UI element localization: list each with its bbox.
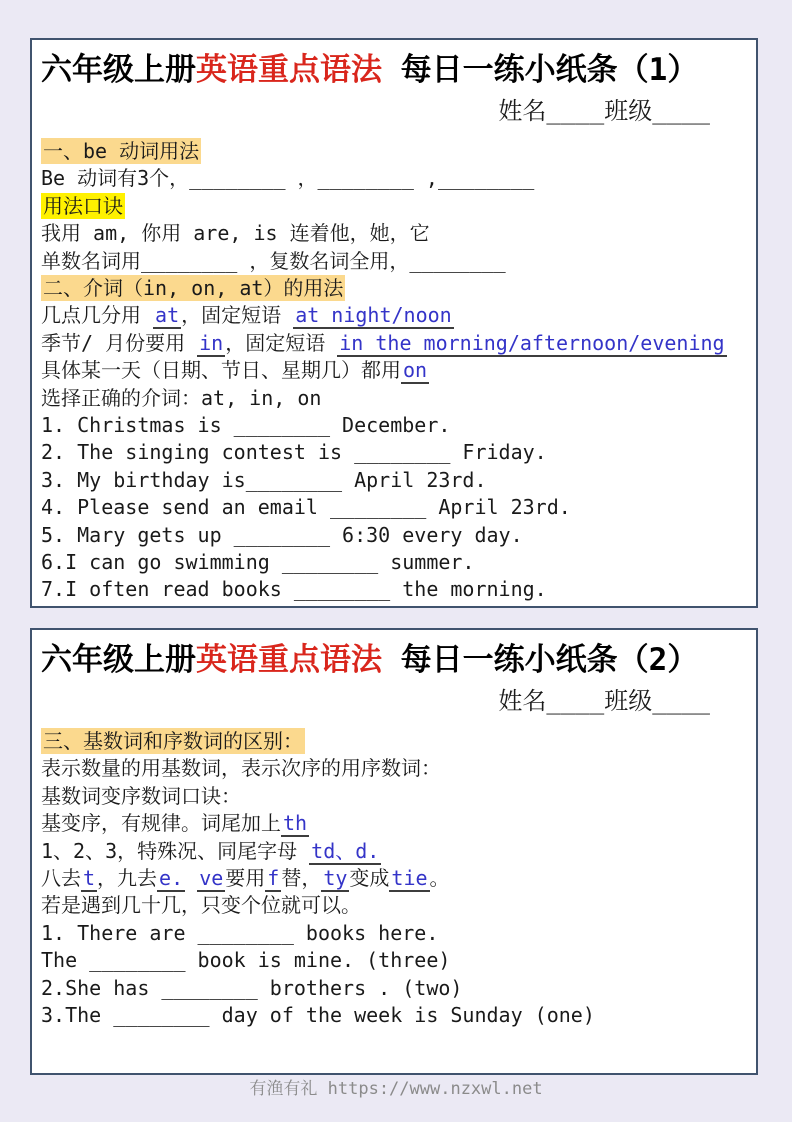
worksheet-line	[41, 975, 752, 1002]
text-segment: 我用 am, 你用 are, is 连着他，她，它	[41, 221, 430, 246]
text-segment: 几点几分用	[41, 303, 154, 328]
text-segment: 4. Please send an email ________ April 23rd.	[41, 495, 571, 520]
text-segment-blue: f	[267, 866, 280, 891]
worksheet-line	[41, 165, 752, 192]
text-segment: 每日一练小纸条（1）	[382, 52, 699, 88]
text-segment-blue: in	[199, 330, 224, 355]
text-segment: 单数名词用________ ，复数名词全用，________	[41, 248, 506, 273]
worksheet-line	[41, 920, 752, 947]
worksheet-line	[41, 439, 752, 466]
worksheet-line	[41, 1002, 752, 1029]
text-segment: 表示数量的用基数词，表示次序的用序数词：	[41, 756, 441, 781]
worksheet-line	[41, 865, 752, 892]
text-segment: 要用	[225, 866, 266, 891]
text-segment: 具体某一天（日期、节日、星期几）都用	[41, 358, 401, 383]
worksheet-line	[41, 838, 752, 865]
card-body	[32, 717, 756, 1029]
text-segment: 5. Mary gets up ________ 6:30 every day.	[41, 522, 523, 547]
card-title	[32, 630, 756, 681]
worksheet-line	[41, 385, 752, 412]
worksheet-line	[41, 330, 752, 357]
text-segment-hl-orange: 三、基数词和序数词的区别：	[43, 729, 303, 754]
text-segment-blue: th	[283, 811, 308, 836]
text-segment: 2.She has ________ brothers . (two)	[41, 975, 463, 1000]
worksheet-line	[41, 576, 752, 603]
text-segment: ，九去	[97, 866, 158, 891]
text-segment: 基数词变序数词口诀：	[41, 783, 241, 808]
footer-watermark: 有渔有礼 https://www.nzxwl.net	[249, 1079, 543, 1099]
text-segment: The ________ book is mine. (three)	[41, 948, 451, 973]
worksheet-line	[41, 193, 752, 220]
worksheet-line	[41, 728, 752, 755]
text-segment: 1. There are ________ books here.	[41, 920, 439, 945]
text-segment-red: 英语重点语法	[196, 642, 382, 678]
worksheet-line	[41, 412, 752, 439]
text-segment: 6.I can go swimming ________ summer.	[41, 549, 475, 574]
text-segment: 姓名	[498, 686, 547, 715]
text-segment: 班级	[604, 686, 653, 715]
text-segment-blue: tie	[391, 866, 428, 891]
text-segment-blue: ty	[323, 866, 348, 891]
worksheet-line	[41, 755, 752, 782]
text-segment: 六年级上册	[41, 642, 196, 678]
worksheet-line	[41, 947, 752, 974]
text-segment-blue: at	[155, 303, 180, 328]
text-segment: 。	[429, 866, 450, 891]
text-segment: Be 动词有3个，________ ，________ ,________	[41, 166, 535, 191]
worksheet-line	[41, 810, 752, 837]
text-segment: ，固定短语	[181, 303, 294, 328]
worksheet-line	[41, 494, 752, 521]
text-segment: 选择正确的介词：at, in, on	[41, 385, 322, 410]
worksheet-line	[41, 248, 752, 275]
worksheet-line	[41, 357, 752, 384]
text-segment: 基变序，有规律。词尾加上	[41, 811, 281, 836]
worksheet-card-2	[30, 628, 758, 1075]
text-segment: 变成	[349, 866, 390, 891]
text-segment-blue: e.	[159, 866, 184, 891]
worksheet-line	[41, 522, 752, 549]
text-segment: ____	[652, 686, 710, 715]
worksheet-line	[41, 275, 752, 302]
worksheet-line	[41, 467, 752, 494]
text-segment: 1. Christmas is ________ December.	[41, 413, 451, 437]
text-segment-blue: td、d.	[311, 838, 380, 863]
text-segment-hl-yellow: 用法口诀	[43, 193, 123, 218]
text-segment: 替，	[281, 866, 322, 891]
worksheet-line	[41, 138, 752, 165]
text-segment-red: 英语重点语法	[196, 52, 382, 88]
worksheet-line	[41, 302, 752, 329]
text-segment-blue: in the morning/afternoon/evening	[339, 330, 725, 355]
text-segment: 六年级上册	[41, 52, 196, 88]
worksheet-card-1	[30, 38, 758, 608]
text-segment: ____	[546, 686, 605, 715]
text-segment-hl-orange: 一、be 动词用法	[43, 139, 200, 164]
text-segment: 3. My birthday is________ April 23rd.	[41, 467, 487, 492]
worksheet-line	[41, 549, 752, 576]
worksheet-line	[41, 892, 752, 919]
text-segment: 班级	[604, 96, 653, 125]
text-segment: 7.I often read books ________ the morning.	[41, 577, 547, 602]
name-class-fields	[32, 96, 756, 127]
text-segment: 姓名	[498, 96, 547, 125]
text-segment: 每日一练小纸条（2）	[382, 642, 699, 678]
text-segment-hl-orange: 二、介词（in, on, at）的用法	[43, 276, 344, 301]
name-class-fields	[32, 686, 756, 717]
text-segment: 2. The singing contest is ________ Friday.	[41, 440, 547, 465]
text-segment	[185, 866, 197, 890]
text-segment: 八去	[41, 866, 81, 891]
card-body	[32, 127, 756, 604]
text-segment-blue: on	[403, 358, 428, 383]
text-segment: 1、2、3，特殊况、同尾字母	[41, 838, 310, 863]
text-segment: ____	[546, 96, 605, 125]
text-segment: ，固定短语	[225, 330, 338, 355]
text-segment-blue: ve	[199, 866, 224, 891]
text-segment-blue: t	[83, 866, 96, 891]
text-segment: 若是遇到几十几，只变个位就可以。	[41, 893, 361, 918]
card-title	[32, 40, 756, 91]
text-segment-blue: at night/noon	[295, 303, 452, 328]
worksheet-line	[41, 220, 752, 247]
worksheet-line	[41, 783, 752, 810]
text-segment: 季节/ 月份要用	[41, 330, 198, 355]
text-segment: 3.The ________ day of the week is Sunday (one)	[41, 1003, 595, 1027]
text-segment: ____	[652, 96, 710, 125]
